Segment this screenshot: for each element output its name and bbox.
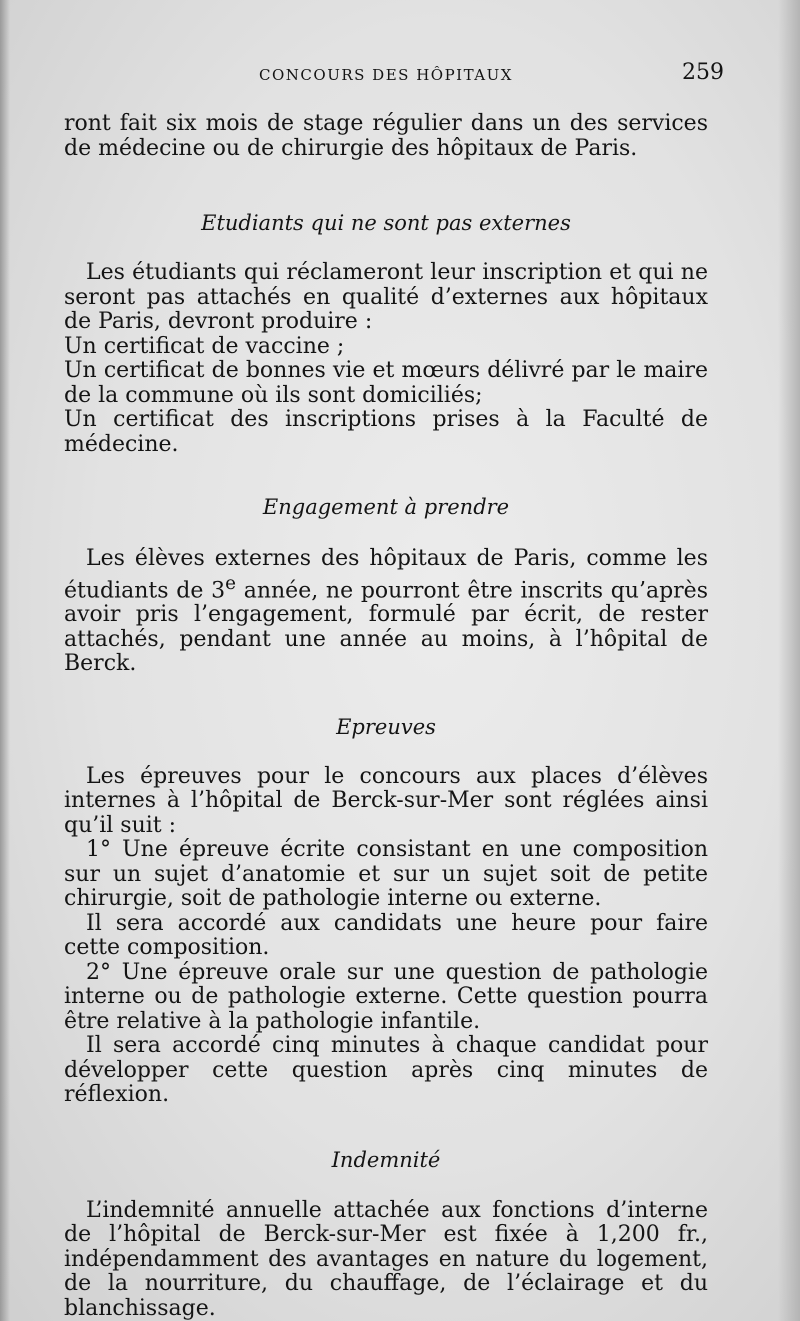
section-epreuves — [64, 715, 708, 1108]
page-number: 259 — [682, 60, 724, 85]
paragraph: 1° Une épreuve écrite consistant en une composition sur un sujet d’anatomie et sur un sujet soit de petite chirurgie, soit de pathologie interne ou externe. — [64, 837, 708, 912]
paragraph: Les étudiants qui réclameront leur inscription et qui ne seront pas attachés en qualité d’externes aux hôpitaux de Paris, devront produire : — [64, 260, 708, 334]
page-header — [64, 58, 724, 98]
page-shadow-right — [778, 0, 800, 1321]
section-heading-indemnite: Indemnité — [331, 1147, 441, 1172]
text-run: Les élèves externes des hôpitaux de Paris, comme les étudiants de 3 — [64, 546, 708, 603]
paragraph: L’indemnité annuelle attachée aux fonctions d’interne de l’hôpital de Berck-sur-Mer est fixée à 1,200 fr., indépendamment des avantages en nature du logement, de la nourriture, du chauffage, de l’éclairage et du blanchissage. — [64, 1197, 708, 1321]
running-head: CONCOURS DES HÔPITAUX — [259, 66, 513, 84]
paragraph: Les épreuves pour le concours aux places d’élèves internes à l’hôpital de Berck-sur-Mer sont réglées ainsi qu’il suit : — [64, 763, 708, 838]
section-engagement — [64, 495, 708, 677]
section-heading-etudiants: Etudiants qui ne sont pas externes — [201, 211, 571, 235]
paragraph: Un certificat de bonnes vie et mœurs délivré par le maire de la commune où ils sont domiciliés; — [64, 358, 708, 408]
superscript: e — [225, 572, 236, 594]
paragraph: Il sera accordé cinq minutes à chaque candidat pour développer cette question après cinq minutes de réflexion. — [64, 1033, 708, 1108]
section-indemnite — [64, 1148, 708, 1321]
section-heading-engagement: Engagement à prendre — [262, 495, 510, 519]
paragraph: Un certificat des inscriptions prises à la Faculté de médecine. — [64, 407, 708, 457]
page-shadow-left — [0, 0, 10, 1321]
paragraph: 2° Une épreuve orale sur une question de pathologie interne ou de pathologie externe. Cette question pourra être relative à la pathologie infantile. — [64, 959, 708, 1034]
section-etudiants — [64, 211, 708, 457]
paragraph — [64, 547, 708, 677]
section-heading-epreuves: Epreuves — [336, 714, 436, 739]
paragraph: Un certificat de vaccine ; — [64, 333, 345, 359]
text-run: année, ne pourront être inscrits qu’après avoir pris l’engagement, formulé par écrit, de rester attachés, pendant une année au moins, à l’hôpital de Berck. — [64, 577, 708, 677]
paragraph: Il sera accordé aux candidats une heure pour faire cette composition. — [64, 910, 708, 961]
intro-paragraph: ront fait six mois de stage régulier dans un des services de médecine ou de chirurgie des hôpitaux de Paris. — [64, 111, 708, 161]
